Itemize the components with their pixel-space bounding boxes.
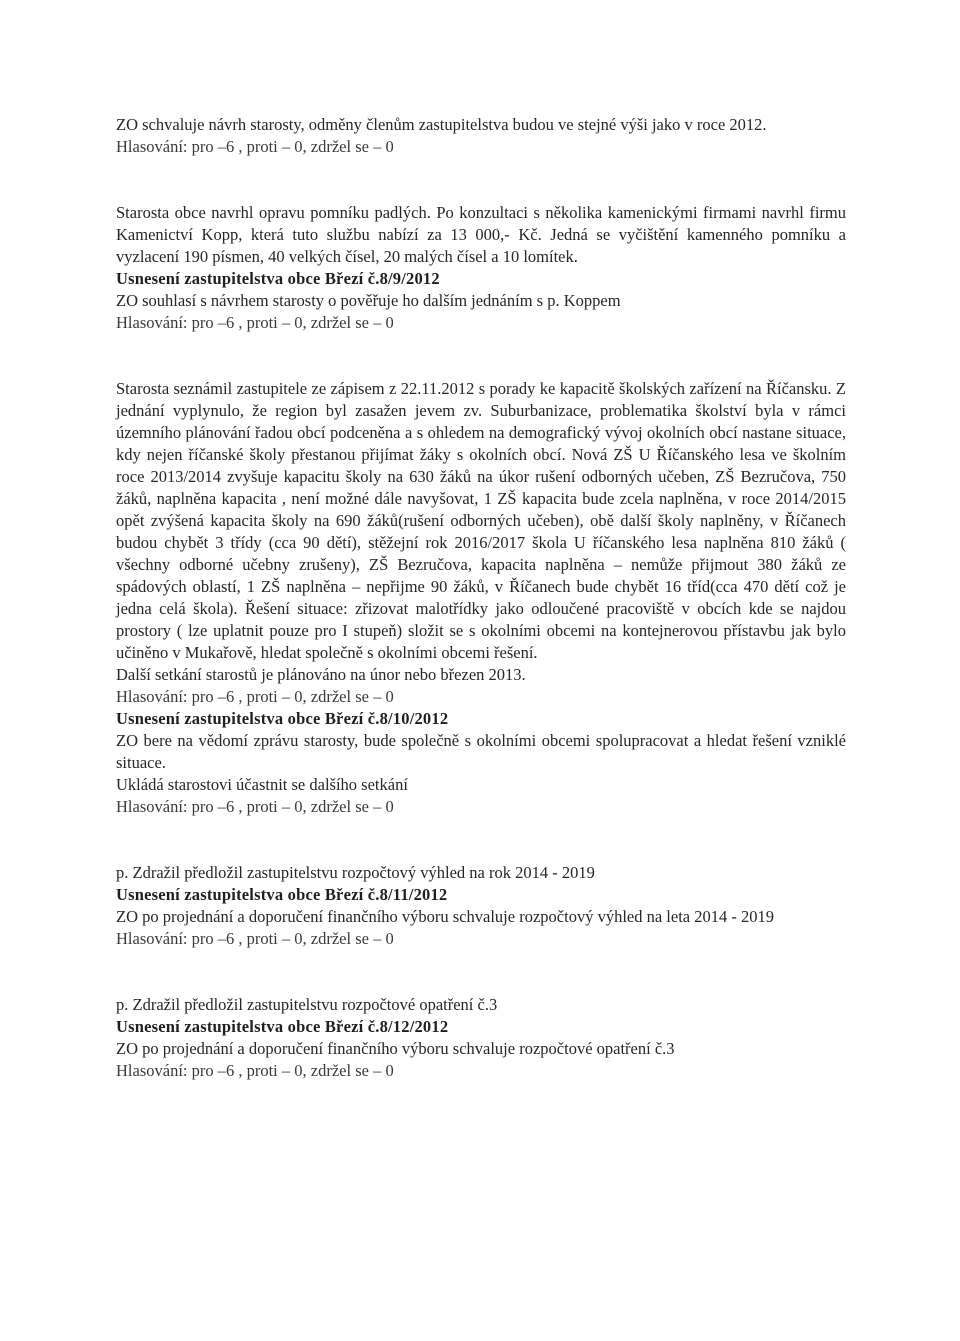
- spacer: [116, 950, 846, 994]
- s4-vote: Hlasování: pro –6 , proti – 0, zdržel se – 0: [116, 929, 394, 948]
- spacer: [116, 818, 846, 862]
- s4-text: p. Zdražil předložil zastupitelstvu rozpočtový výhled na rok 2014 - 2019: [116, 863, 595, 882]
- s3-resolution-heading: Usnesení zastupitelstva obce Březí č.8/10/2012: [116, 709, 449, 728]
- s3-vote-2: Hlasování: pro –6 , proti – 0, zdržel se – 0: [116, 797, 394, 816]
- s1-vote: Hlasování: pro –6 , proti – 0, zdržel se – 0: [116, 137, 394, 156]
- s3-next-meeting: Další setkání starostů je plánováno na únor nebo březen 2013.: [116, 665, 526, 684]
- s2-vote: Hlasování: pro –6 , proti – 0, zdržel se – 0: [116, 313, 394, 332]
- spacer: [116, 158, 846, 202]
- s3-task: Ukládá starostovi účastnit se dalšího setkání: [116, 775, 408, 794]
- s4-decision: ZO po projednání a doporučení finančního výboru schvaluje rozpočtový výhled na leta 2014 - 2019: [116, 907, 774, 926]
- spacer: [116, 334, 846, 378]
- s2-decision: ZO souhlasí s návrhem starosty o pověřuje ho dalším jednáním s p. Koppem: [116, 291, 621, 310]
- s5-resolution-heading: Usnesení zastupitelstva obce Březí č.8/12/2012: [116, 1017, 449, 1036]
- document-page: [116, 114, 846, 1082]
- s4-resolution-heading: Usnesení zastupitelstva obce Březí č.8/11/2012: [116, 885, 448, 904]
- s5-text: p. Zdražil předložil zastupitelstvu rozpočtové opatření č.3: [116, 995, 498, 1014]
- s2-resolution-heading: Usnesení zastupitelstva obce Březí č.8/9/2012: [116, 269, 440, 288]
- s3-decision: ZO bere na vědomí zprávu starosty, bude společně s okolními obcemi spolupracovat a hledat řešení vzniklé situace.: [116, 731, 846, 772]
- s3-vote-1: Hlasování: pro –6 , proti – 0, zdržel se – 0: [116, 687, 394, 706]
- s5-decision: ZO po projednání a doporučení finančního výboru schvaluje rozpočtové opatření č.3: [116, 1039, 675, 1058]
- s1-text: ZO schvaluje návrh starosty, odměny členům zastupitelstva budou ve stejné výši jako v roce 2012.: [116, 115, 767, 134]
- s2-text: Starosta obce navrhl opravu pomníku padlých. Po konzultaci s několika kamenickými firmami navrhl firmu Kamenictví Kopp, která tuto službu nabízí za 13 000,- Kč. Jedná se vyčištění kamenného pomníku a vyzlacení 190 písmen, 40 velkých čísel, 20 malých čísel a 10 lomítek.: [116, 203, 846, 266]
- s5-vote: Hlasování: pro –6 , proti – 0, zdržel se – 0: [116, 1061, 394, 1080]
- s3-text: Starosta seznámil zastupitele ze zápisem z 22.11.2012 s porady ke kapacitě školských zařízení na Říčansku. Z jednání vyplynulo, že region byl zasažen jevem zv. Suburbanizace, problematika školství byla v rámci územního plánování řadou obcí podceněna a s ohledem na demografický vývoj okolních obcí nastane situace, kdy nejen říčanské školy přestanou přijímat žáky s okolních obcí. Nová ZŠ U Říčanského lesa ve školním roce 2013/2014 zvyšuje kapacitu školy na 630 žáků na úkor rušení odborných učeben, ZŠ Bezručova, 750 žáků, naplněna kapacita , není možné dále navyšovat, 1 ZŠ kapacita bude zcela naplněna, v roce 2014/2015 opět zvýšená kapacita školy na 690 žáků(rušení odborných učeben), obě další školy naplněny, v Říčanech budou chybět 3 třídy (cca 90 dětí), stěžejní rok 2016/2017 škola U říčanského lesa naplněna 810 žáků ( všechny odborné učebny zrušeny), ZŠ Bezručova, kapacita naplněna – nemůže přijmout 380 žáků ze spádových oblastí, 1 ZŠ naplněna – nepřijme 90 žáků, v Říčanech bude chybět 16 tříd(cca 470 dětí což je jedna celá škola). Řešení situace: zřizovat malotřídky jako odloučené pracoviště v obcích kde se najdou prostory ( lze uplatnit pouze pro I stupeň) složit se s okolními obcemi na kontejnerovou přístavbu jak bylo učiněno v Mukařově, hledat společně s okolními obcemi řešení.: [116, 379, 846, 662]
